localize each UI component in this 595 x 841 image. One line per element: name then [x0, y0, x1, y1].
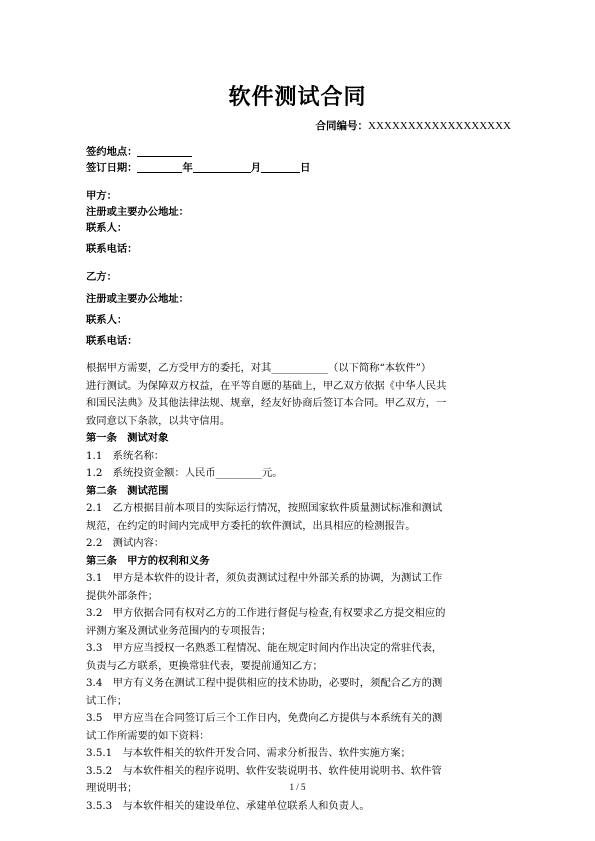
clause-2-2: 2.2 测试内容：: [86, 537, 165, 549]
clause-1-1: 1.1 系统名称：: [86, 449, 165, 462]
day-label: 日: [300, 162, 311, 174]
contract-number: [316, 118, 512, 133]
clause-3-3-line: 负责与乙方联系，更换常驻代表，要提前通知乙方；: [86, 659, 323, 672]
party-a-phone-label: 联系电话：: [86, 243, 138, 255]
article-2-heading: 第二条 测试范围: [86, 484, 169, 497]
contract-number-value: XXXXXXXXXXXXXXXXXX: [368, 120, 511, 132]
clause-3-5-2-line: 3.5.2 与本软件相关的程序说明、软件安装说明书、软件使用说明书、软件管: [86, 764, 442, 777]
clause-3-5-line: 3.5 甲方应当在合同签订后三个工作日内，免费向乙方提供与本系统有关的测: [86, 712, 443, 724]
party-a-address-label: 注册或主要办公地址：: [86, 206, 189, 218]
article-3-heading: 第三条 甲方的权利和义务: [86, 554, 210, 567]
signing-place-blank: [137, 145, 192, 157]
clause-3-2-line: 评测方案及测试业务范围内的专项报告；: [86, 624, 272, 637]
day-blank: [261, 161, 300, 173]
clause-3-1-line: 3.1 甲方是本软件的设计者，须负责测试过程中外部关系的协调，为测试工作: [86, 572, 443, 584]
page-number: 1 / 5: [289, 782, 306, 792]
clause-3-5-2-line: 理说明书；: [86, 782, 138, 794]
clause-2-1-line: 2.1 乙方根据目前本项目的实际运行情况，按照国家软件质量测试标准和测试: [86, 502, 443, 514]
signing-date: [86, 159, 310, 174]
signing-date-label: 签订日期：: [86, 162, 138, 174]
article-1-heading: 第一条 测试对象: [86, 432, 169, 444]
month-label: 月: [250, 162, 262, 174]
party-b-label: 乙方：: [86, 271, 117, 283]
year-label: 年: [182, 162, 193, 174]
signing-place: [86, 143, 192, 158]
intro-line: 根据甲方需要，乙方受甲方的委托，对其___________（以下简称“本软件”）: [86, 362, 432, 374]
party-b-phone-label: 联系电话：: [86, 335, 138, 347]
clause-3-3-line: 3.3 甲方应当授权一名熟悉工程情况、能在规定时间内作出决定的常驻代表，: [86, 642, 443, 654]
contract-body: [86, 360, 514, 815]
party-a-contact-label: 联系人：: [86, 222, 128, 234]
year-blank: [137, 161, 182, 173]
clause-3-4-line: 3.4 甲方有义务在测试工程中提供相应的技术协助，必要时，须配合乙方的测: [86, 677, 443, 689]
clause-3-5-3: 3.5.3 与本软件相关的建设单位、承建单位联系人和负责人。: [86, 799, 370, 812]
intro-line: 进行测试。为保障双方权益，在平等自愿的基础上，甲乙双方依据《中华人民共: [86, 379, 447, 392]
party-b-contact-label: 联系人：: [86, 314, 128, 326]
document-title: 软件测试合同: [228, 85, 367, 110]
party-a-label: 甲方：: [86, 190, 117, 202]
intro-line: 致同意以下条款，以共守信用。: [86, 414, 231, 427]
clause-3-5-1: 3.5.1 与本软件相关的软件开发合同、需求分析报告、软件实施方案；: [86, 747, 411, 759]
clause-3-1-line: 提供外部条件；: [86, 589, 159, 602]
signing-place-label: 签约地点：: [86, 146, 138, 158]
clause-3-4-line: 试工作；: [86, 694, 128, 707]
clause-3-2-line: 3.2 甲方依据合同有权对乙方的工作进行督促与检查,有权要求乙方提交相应的: [86, 607, 446, 619]
clause-3-5-line: 试工作所需要的如下资料：: [86, 729, 210, 742]
intro-line: 和国民法典》及其他法律法规、规章，经友好协商后签订本合同。甲乙双方，一: [86, 397, 447, 409]
clause-2-1-line: 规范，在约定的时间内完成甲方委托的软件测试，出具相应的检测报告。: [86, 519, 416, 532]
clause-1-2: 1.2 系统投资金额：人民币_________元。: [86, 467, 283, 479]
contract-number-label: 合同编号：: [315, 120, 368, 132]
party-b-address-label: 注册或主要办公地址：: [86, 293, 189, 305]
month-blank: [193, 161, 251, 173]
